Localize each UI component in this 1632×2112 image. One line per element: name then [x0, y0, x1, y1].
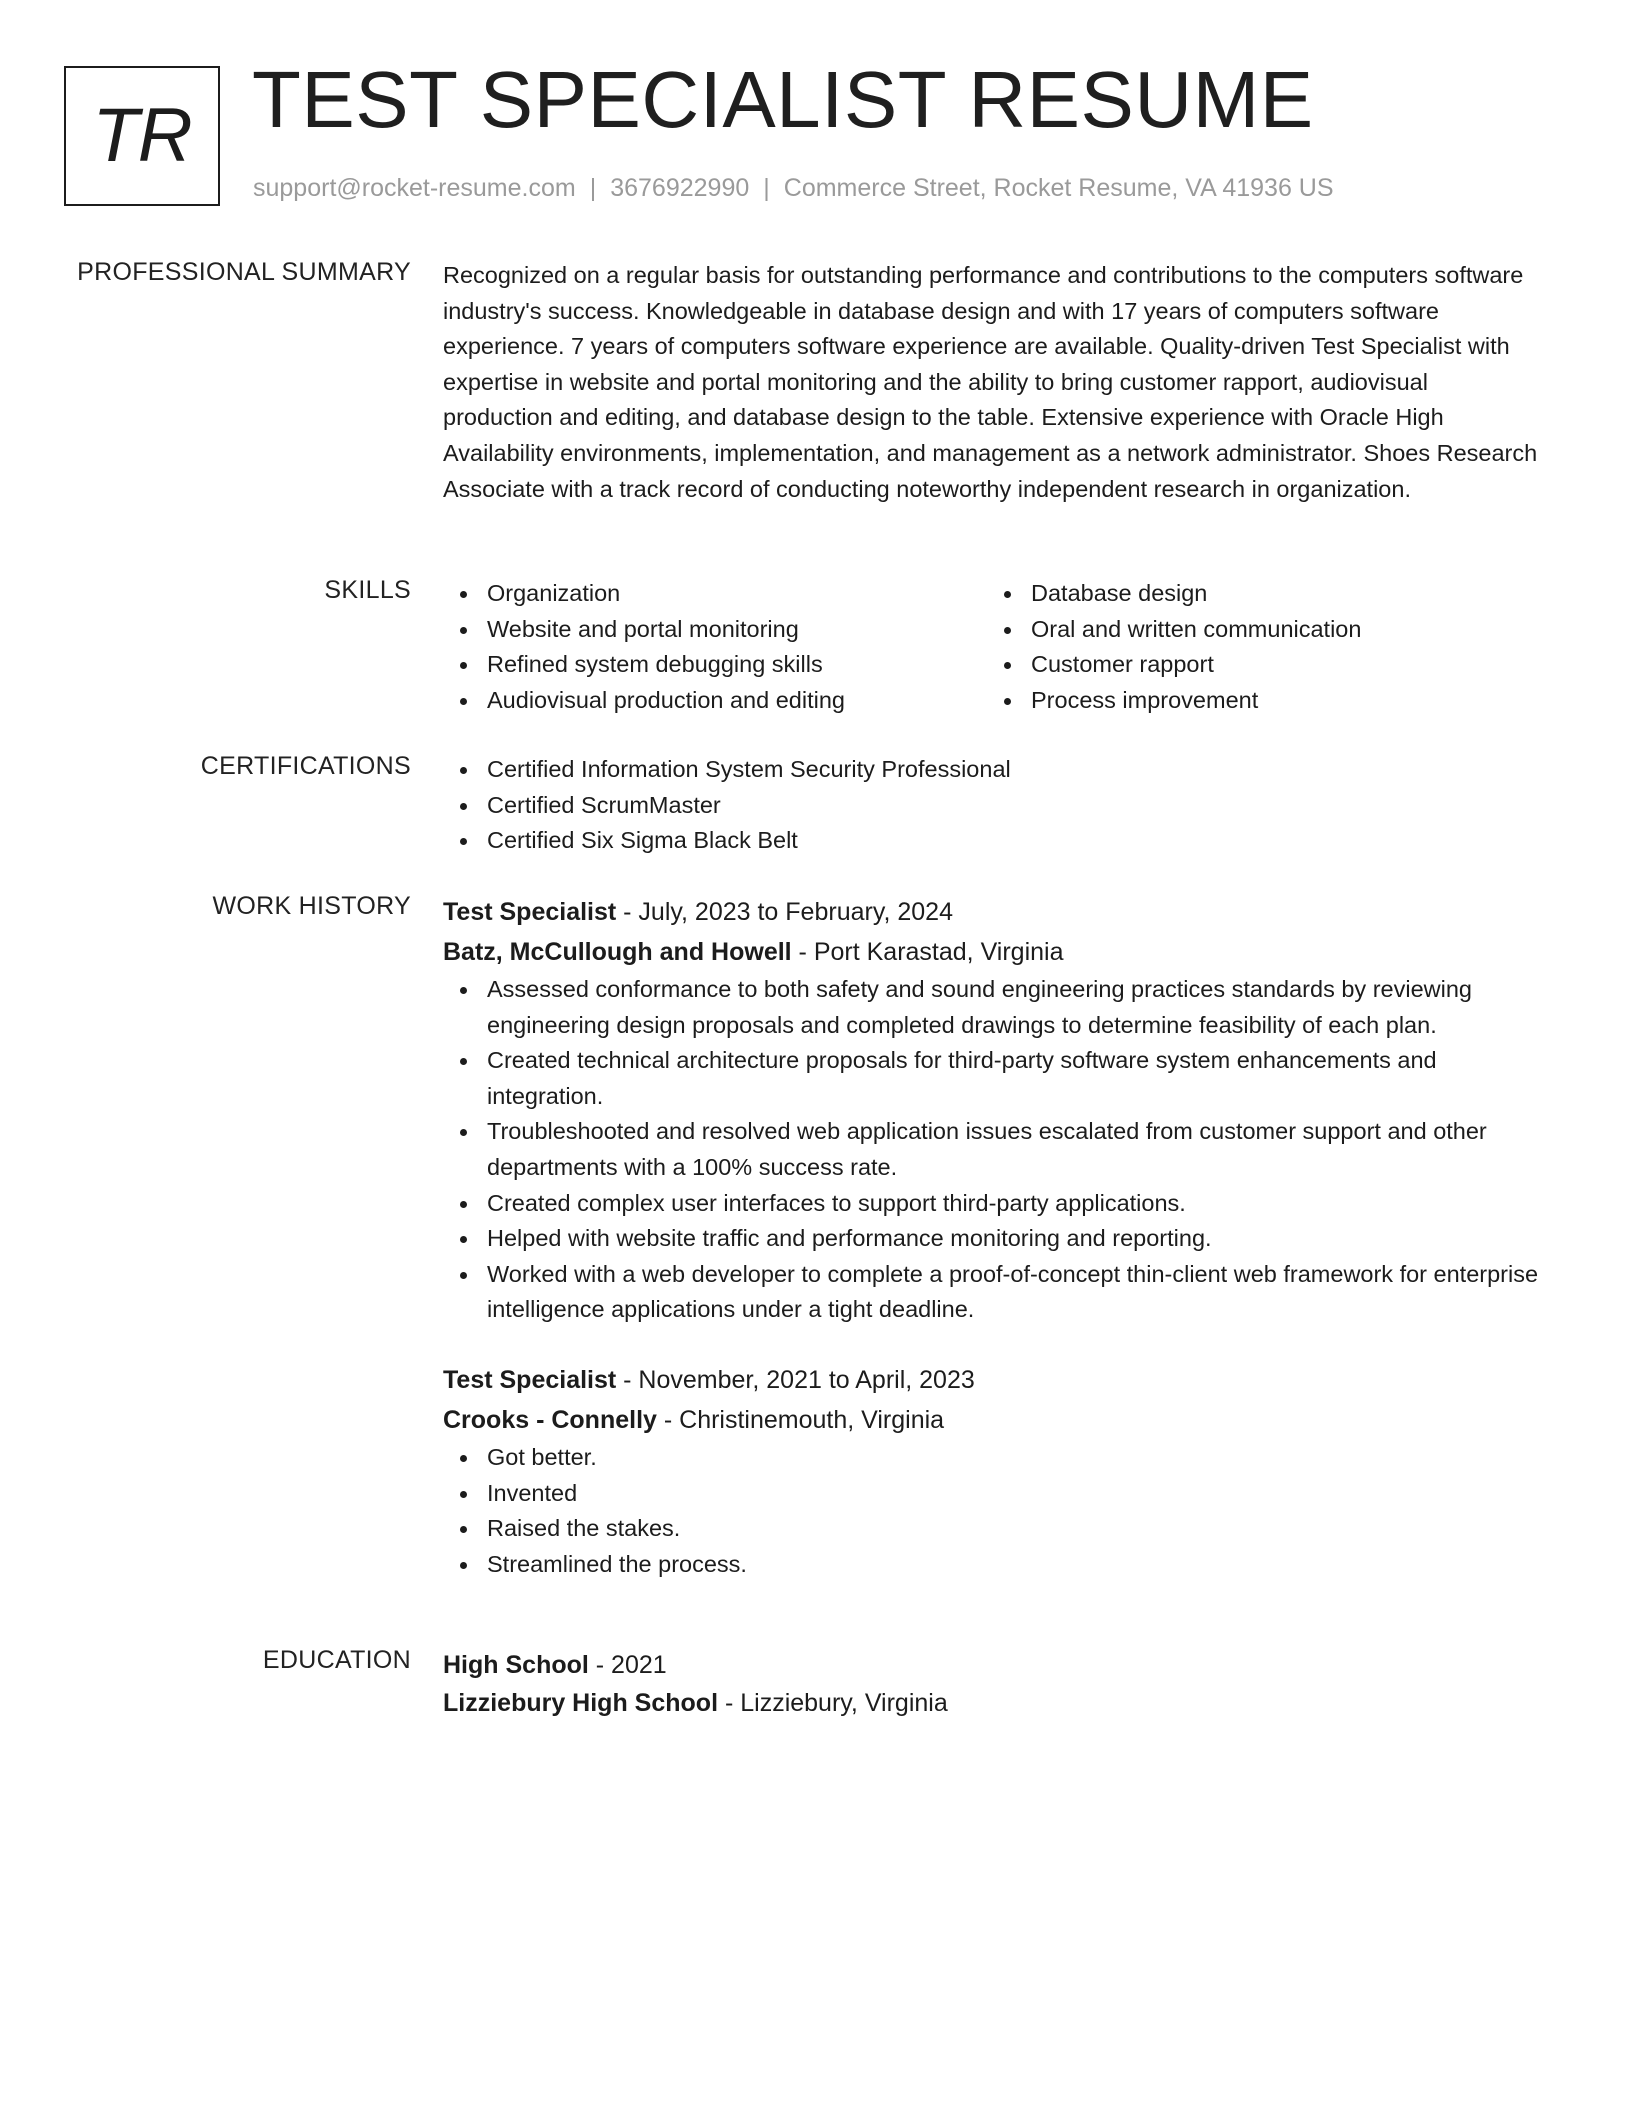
- job-dates: - July, 2023 to February, 2024: [616, 898, 953, 926]
- job-title: Test Specialist: [443, 1365, 617, 1394]
- job-bullet: Helped with website traffic and performance monitoring and reporting.: [443, 1221, 1543, 1257]
- job-bullet: Streamlined the process.: [443, 1547, 1543, 1583]
- certification-item: Certified Six Sigma Black Belt: [443, 823, 1543, 859]
- skill-item: Database design: [987, 576, 1531, 612]
- certifications-body: [443, 752, 1543, 859]
- summary-text: Recognized on a regular basis for outstanding performance and contributions to the computers software industry's success. Knowledgeable in database design and with 17 years of computers software experience. 7 years of computers software experience are available. Quality-driven Test Specialist with expertise in website and portal monitoring and the ability to bring customer rapport, audiovisual production and editing, and database design to the table. Extensive experience with Oracle High Availability environments, implementation, and management as a network administrator. Shoes Research Associate with a track record of conducting noteworthy independent research in organization.: [443, 262, 1538, 502]
- skill-item: Customer rapport: [987, 647, 1531, 683]
- certifications-label: CERTIFICATIONS: [200, 752, 411, 780]
- job-dates: - November, 2021 to April, 2023: [616, 1365, 975, 1394]
- job-title-line: [443, 892, 1543, 932]
- skill-item: Oral and written communication: [987, 612, 1531, 648]
- work-history-label: WORK HISTORY: [212, 892, 411, 920]
- job-bullet: Worked with a web developer to complete a proof-of-concept thin-client web framework for enterprise intelligence applications under a tight deadline.: [443, 1257, 1543, 1328]
- education-location: - Lizziebury, Virginia: [718, 1689, 948, 1717]
- skills-body: [443, 576, 1543, 718]
- job-title-line: [443, 1360, 1543, 1400]
- job-bullet: Created complex user interfaces to support third-party applications.: [443, 1186, 1543, 1222]
- education-degree-line: [443, 1646, 1543, 1684]
- education-label: EDUCATION: [262, 1646, 411, 1674]
- skill-item: Website and portal monitoring: [443, 612, 987, 648]
- education-school: Lizziebury High School: [443, 1689, 719, 1717]
- job-company: Crooks - Connelly: [443, 1405, 657, 1434]
- skill-item: Organization: [443, 576, 987, 612]
- job-location: - Port Karastad, Virginia: [791, 938, 1064, 966]
- certifications-list: [443, 752, 1543, 859]
- contact-separator: |: [763, 174, 770, 202]
- contact-separator: |: [589, 174, 597, 202]
- contact-email: support@rocket-resume.com: [253, 174, 576, 202]
- job-bullets: [443, 972, 1543, 1328]
- job-bullet: Invented: [443, 1476, 1543, 1512]
- monogram-badge: [64, 66, 220, 206]
- education-degree: High School: [443, 1651, 589, 1679]
- resume-title: TEST SPECIALIST RESUME: [252, 55, 1314, 144]
- certification-item: Certified ScrumMaster: [443, 788, 1543, 824]
- job-bullets: [443, 1440, 1543, 1582]
- contact-address: Commerce Street, Rocket Resume, VA 41936 US: [783, 174, 1334, 202]
- skill-item: Audiovisual production and editing: [443, 683, 987, 719]
- job-bullet: Raised the stakes.: [443, 1511, 1543, 1547]
- job-company-line: [443, 1400, 1543, 1440]
- work-history-body: [443, 892, 1543, 1582]
- education-body: [443, 1646, 1543, 1722]
- summary-body: [443, 258, 1543, 507]
- job-title: Test Specialist: [443, 898, 617, 926]
- education-school-line: [443, 1684, 1543, 1722]
- job-entry: [443, 892, 1543, 1328]
- job-company-line: [443, 932, 1543, 972]
- skills-list-left: [443, 576, 987, 718]
- education-year: - 2021: [588, 1651, 667, 1679]
- skill-item: Refined system debugging skills: [443, 647, 987, 683]
- skills-list-right: [987, 576, 1531, 718]
- skills-label: SKILLS: [324, 576, 411, 604]
- contact-line: [253, 174, 1334, 203]
- job-bullet: Troubleshooted and resolved web application issues escalated from customer support and other departments with a 100% success rate.: [443, 1114, 1543, 1185]
- job-bullet: Created technical architecture proposals for third-party software system enhancements and integration.: [443, 1043, 1543, 1114]
- summary-label: PROFESSIONAL SUMMARY: [77, 258, 411, 286]
- certification-item: Certified Information System Security Professional: [443, 752, 1543, 788]
- contact-phone: 3676922990: [610, 174, 750, 202]
- job-company: Batz, McCullough and Howell: [443, 938, 792, 966]
- job-bullet: Assessed conformance to both safety and sound engineering practices standards by reviewing engineering design proposals and completed drawings to determine feasibility of each plan.: [443, 972, 1543, 1043]
- skill-item: Process improvement: [987, 683, 1531, 719]
- job-entry: [443, 1360, 1543, 1582]
- job-bullet: Got better.: [443, 1440, 1543, 1476]
- monogram-initials: TR: [92, 93, 192, 178]
- job-location: - Christinemouth, Virginia: [656, 1405, 945, 1434]
